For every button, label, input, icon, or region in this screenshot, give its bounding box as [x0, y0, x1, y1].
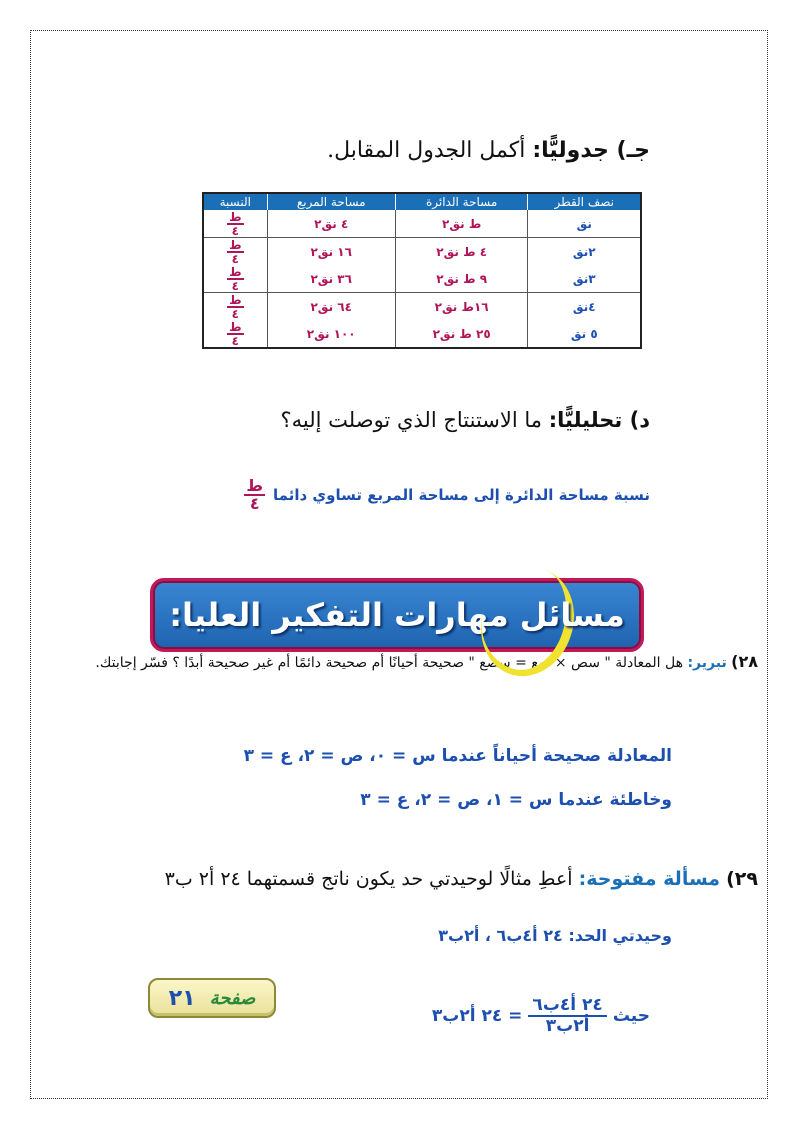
- header-square-area: مساحة المربع: [267, 193, 395, 210]
- section-c-label: جـ) جدوليًّا:: [532, 138, 650, 163]
- page-label: صفحة: [209, 987, 256, 1009]
- section-c-text: أكمل الجدول المقابل.: [327, 138, 526, 163]
- cell-ratio: $\frac{\text{ط}}{٤}$: [203, 320, 267, 348]
- fraction-numerator: ٢٤ أ٤ب٦: [528, 996, 606, 1017]
- table-row: [203, 293, 641, 321]
- problem-29-number: ٢٩): [726, 868, 758, 890]
- quotient-fraction: [528, 996, 606, 1035]
- cell-ratio: $\frac{\text{ط}}{٤}$: [203, 238, 267, 266]
- problem-29-label: مسألة مفتوحة:: [578, 868, 721, 890]
- problem-28-answer-2: وخاطئة عندما س = ١، ص = ٢، ع = ٣: [360, 790, 672, 810]
- section-c-heading: [327, 138, 650, 163]
- cell-square-area: ١٠٠ نق٢: [267, 320, 395, 348]
- section-d-heading: [281, 408, 650, 432]
- table-row: [203, 320, 641, 348]
- header-radius: نصف القطر: [528, 193, 641, 210]
- cell-radius: ٣نق: [528, 265, 641, 293]
- problem-29-answer-1: وحيدتي الحد: ٢٤ أ٤ب٦ ، أ٢ب٣: [438, 926, 672, 945]
- conclusion-answer: [244, 478, 650, 512]
- cell-ratio: $\frac{\text{ط}}{٤}$: [203, 293, 267, 321]
- cell-square-area: ٣٦ نق٢: [267, 265, 395, 293]
- cell-radius: ٢نق: [528, 238, 641, 266]
- problem-28-number: ٢٨): [731, 652, 758, 671]
- cell-square-area: ٦٤ نق٢: [267, 293, 395, 321]
- comparison-table: [202, 192, 642, 349]
- table-row: [203, 210, 641, 238]
- banner-title: [169, 596, 625, 634]
- header-ratio: النسبة: [203, 193, 267, 210]
- page-number-badge: [148, 978, 276, 1018]
- table-row: [203, 265, 641, 293]
- problem-28-text: هل المعادلة " سص × سع = سصع " صحيحة أحيانًا أم صحيحة دائمًا أم غير صحيحة أبدًا ؟ فسّر إجابتك.: [95, 655, 683, 671]
- table-row: [203, 238, 641, 266]
- problem-28-label: تبرير:: [687, 655, 727, 671]
- banner-first-word: مسائل: [519, 596, 625, 634]
- conclusion-text: نسبة مساحة الدائرة إلى مساحة المربع تساوي دائما: [273, 486, 650, 504]
- cell-circle-area: ١٦ط نق٢: [395, 293, 528, 321]
- problem-29-text: أعطِ مثالًا لوحيدتي حد يكون ناتج قسمتهما ٢٤ أ٢ ب٣: [164, 868, 573, 890]
- problem-28-answer-1: المعادلة صحيحة أحياناً عندما س = ٠، ص = ٢، ع = ٣: [243, 746, 672, 766]
- page-number: ٢١: [168, 985, 196, 1011]
- cell-square-area: ٤ نق٢: [267, 210, 395, 238]
- quotient-result: = ٢٤ أ٢ب٣: [431, 1005, 523, 1026]
- section-d-label: د) تحليليًّا:: [548, 408, 650, 432]
- problem-28: [28, 650, 758, 675]
- fraction-denominator: أ٢ب٣: [545, 1015, 590, 1036]
- banner-rest: مهارات التفكير العليا:: [169, 596, 509, 634]
- cell-circle-area: ط نق٢: [395, 210, 528, 238]
- section-d-text: ما الاستنتاج الذي توصلت إليه؟: [280, 408, 543, 432]
- cell-circle-area: ٩ ط نق٢: [395, 265, 528, 293]
- cell-radius: ٥ نق: [528, 320, 641, 348]
- header-circle-area: مساحة الدائرة: [395, 193, 528, 210]
- cell-ratio: $\frac{\text{ط}}{٤}$: [203, 210, 267, 238]
- cell-radius: ٤نق: [528, 293, 641, 321]
- cell-square-area: ١٦ نق٢: [267, 238, 395, 266]
- cell-circle-area: ٢٥ ط نق٢: [395, 320, 528, 348]
- cell-ratio: $\frac{\text{ط}}{٤}$: [203, 265, 267, 293]
- cell-circle-area: ٤ ط نق٢: [395, 238, 528, 266]
- higher-thinking-banner: [150, 578, 644, 652]
- problem-29-answer-2: [432, 996, 650, 1035]
- cell-radius: نق: [528, 210, 641, 238]
- problem-29: [165, 868, 758, 890]
- where-word: حيث: [612, 1005, 650, 1026]
- conclusion-fraction: $\frac{\text{ط}}{٤}$: [246, 476, 263, 513]
